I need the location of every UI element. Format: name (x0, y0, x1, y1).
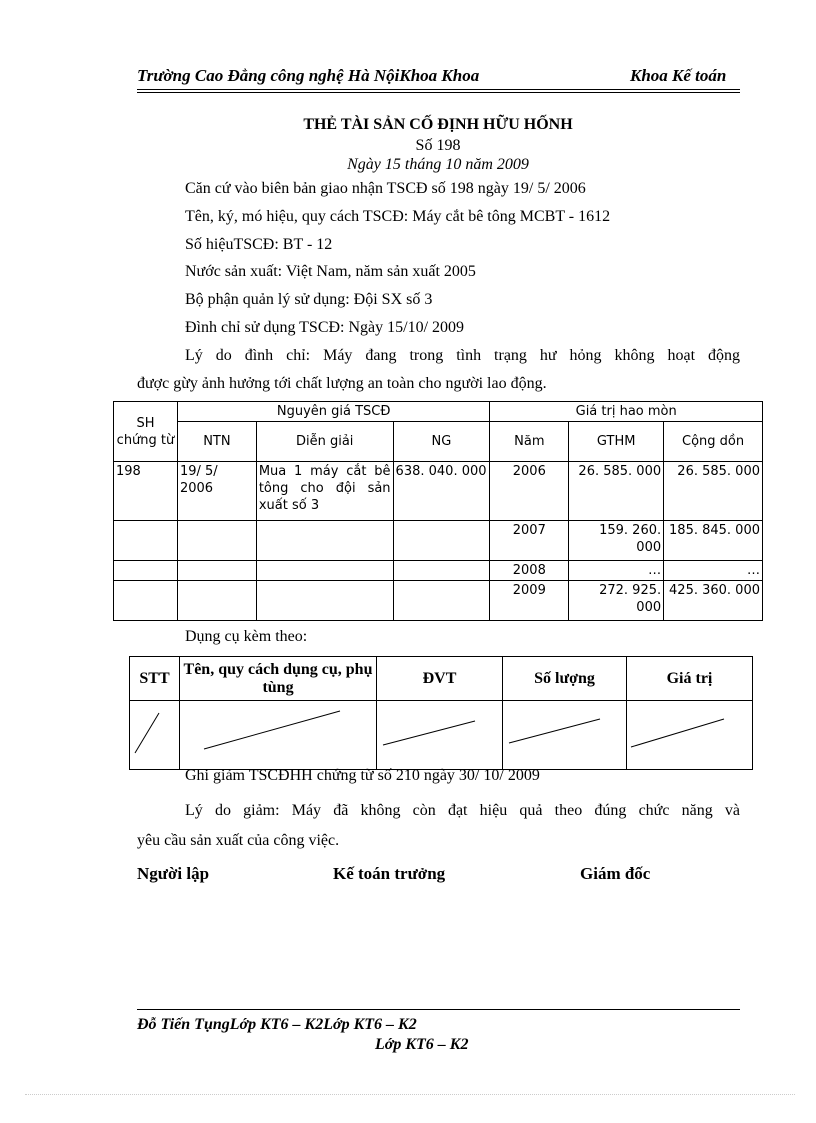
empty-cell (503, 701, 627, 770)
cell-cumulative: 26. 585. 000 (664, 462, 763, 521)
empty-cell (377, 701, 503, 770)
header-depreciation: Giá trị hao mòn (490, 402, 763, 422)
table-row (114, 462, 763, 521)
strike-line (377, 701, 502, 764)
strike-line (503, 701, 626, 764)
footer-class: Lớp KT6 – K2 (375, 1036, 469, 1053)
suspend-reason-line: Lý do đình chỉ: Máy đang trong tình trạng hư hỏng không hoạt động (185, 347, 740, 364)
cell-gthm: … (569, 561, 664, 581)
tools-table (129, 656, 753, 770)
header-cumulative: Cộng dồn (664, 422, 763, 462)
cell-year: 2009 (490, 581, 569, 621)
asset-code-line: Số hiệuTSCĐ: BT - 12 (185, 236, 333, 253)
cell-year: 2008 (490, 561, 569, 581)
cell-gthm: 26. 585. 000 (569, 462, 664, 521)
header-value: Giá trị (627, 657, 753, 701)
header-stt: STT (130, 657, 180, 701)
header-description: Diễn giải (256, 422, 393, 462)
header-gthm: GTHM (569, 422, 664, 462)
cell-gthm: 272. 925. 000 (569, 581, 664, 621)
signature-preparer: Người lập (137, 864, 210, 883)
basis-line: Căn cứ vào biên bản giao nhận TSCĐ số 198 ngày 19/ 5/ 2006 (185, 180, 586, 197)
page-edge (25, 1094, 795, 1095)
strike-line (130, 701, 179, 764)
header-rule (137, 89, 740, 90)
decrease-reason-line: Lý do giảm: Máy đã không còn đạt hiệu quả theo đúng chức năng và (185, 802, 740, 819)
asset-name-line: Tên, ký, mó hiệu, quy cách TSCĐ: Máy cắt bê tông MCBT - 1612 (185, 208, 611, 225)
cell-sh: 198 (114, 462, 178, 521)
suspend-date-line: Đình chỉ sử dụng TSCĐ: Ngày 15/10/ 2009 (185, 319, 465, 336)
cell-description: Mua 1 máy cắt bê tông cho đội sản xuất số 3 (256, 462, 393, 521)
doc-date: Ngày 15 tháng 10 năm 2009 (347, 156, 529, 173)
suspend-reason-cont: được gừy ảnh hưởng tới chất lượng an toàn cho người lao động. (137, 375, 547, 392)
doc-title: THẺ TÀI SẢN CỐ ĐỊNH HỮU HỐNH (303, 116, 573, 133)
department-line: Bộ phận quản lý sử dụng: Đội SX số 3 (185, 291, 433, 308)
header-ntn: NTN (177, 422, 256, 462)
strike-line (627, 701, 752, 764)
table-row (130, 701, 753, 770)
table-row (114, 521, 763, 561)
header-school: Trường Cao Đẳng công nghệ Hà NộiKhoa Khoa (137, 66, 480, 85)
cell-ng: 638. 040. 000 (393, 462, 490, 521)
table-row (114, 581, 763, 621)
header-unit: ĐVT (377, 657, 503, 701)
signature-director: Giám đốc (580, 864, 651, 883)
header-original-cost: Nguyên giá TSCĐ (177, 402, 489, 422)
empty-cell (180, 701, 377, 770)
header-sh: SH chứng từ (114, 402, 178, 462)
cell-year: 2006 (490, 462, 569, 521)
cell-year: 2007 (490, 521, 569, 561)
header-rule-2 (137, 92, 740, 93)
table-row (114, 561, 763, 581)
signature-chief-accountant: Kế toán trưởng (333, 864, 446, 883)
tools-label: Dụng cụ kèm theo: (185, 628, 308, 645)
cell-cumulative: … (664, 561, 763, 581)
header-year: Năm (490, 422, 569, 462)
header-quantity: Số lượng (503, 657, 627, 701)
header-department: Khoa Kế toán (630, 66, 727, 85)
header-tool-name: Tên, quy cách dụng cụ, phụ tùng (180, 657, 377, 701)
cell-gthm: 159. 260. 000 (569, 521, 664, 561)
footer-author: Đỗ Tiến TụngLớp KT6 – K2Lớp KT6 – K2 (137, 1016, 417, 1033)
doc-number: Số 198 (415, 137, 461, 154)
origin-line: Nước sản xuất: Việt Nam, năm sản xuất 2005 (185, 263, 476, 280)
cell-cumulative: 185. 845. 000 (664, 521, 763, 561)
decrease-reason-cont: yêu cầu sản xuất của công việc. (137, 832, 340, 849)
asset-value-table (113, 401, 763, 621)
cell-cumulative: 425. 360. 000 (664, 581, 763, 621)
empty-cell (130, 701, 180, 770)
strike-line (180, 701, 376, 764)
empty-cell (627, 701, 753, 770)
header-ng: NG (393, 422, 490, 462)
decrease-line: Ghi giảm TSCĐHH chứng từ số 210 ngày 30/ 10/ 2009 (185, 767, 540, 784)
footer-rule (137, 1009, 740, 1010)
cell-ntn: 19/ 5/ 2006 (177, 462, 256, 521)
